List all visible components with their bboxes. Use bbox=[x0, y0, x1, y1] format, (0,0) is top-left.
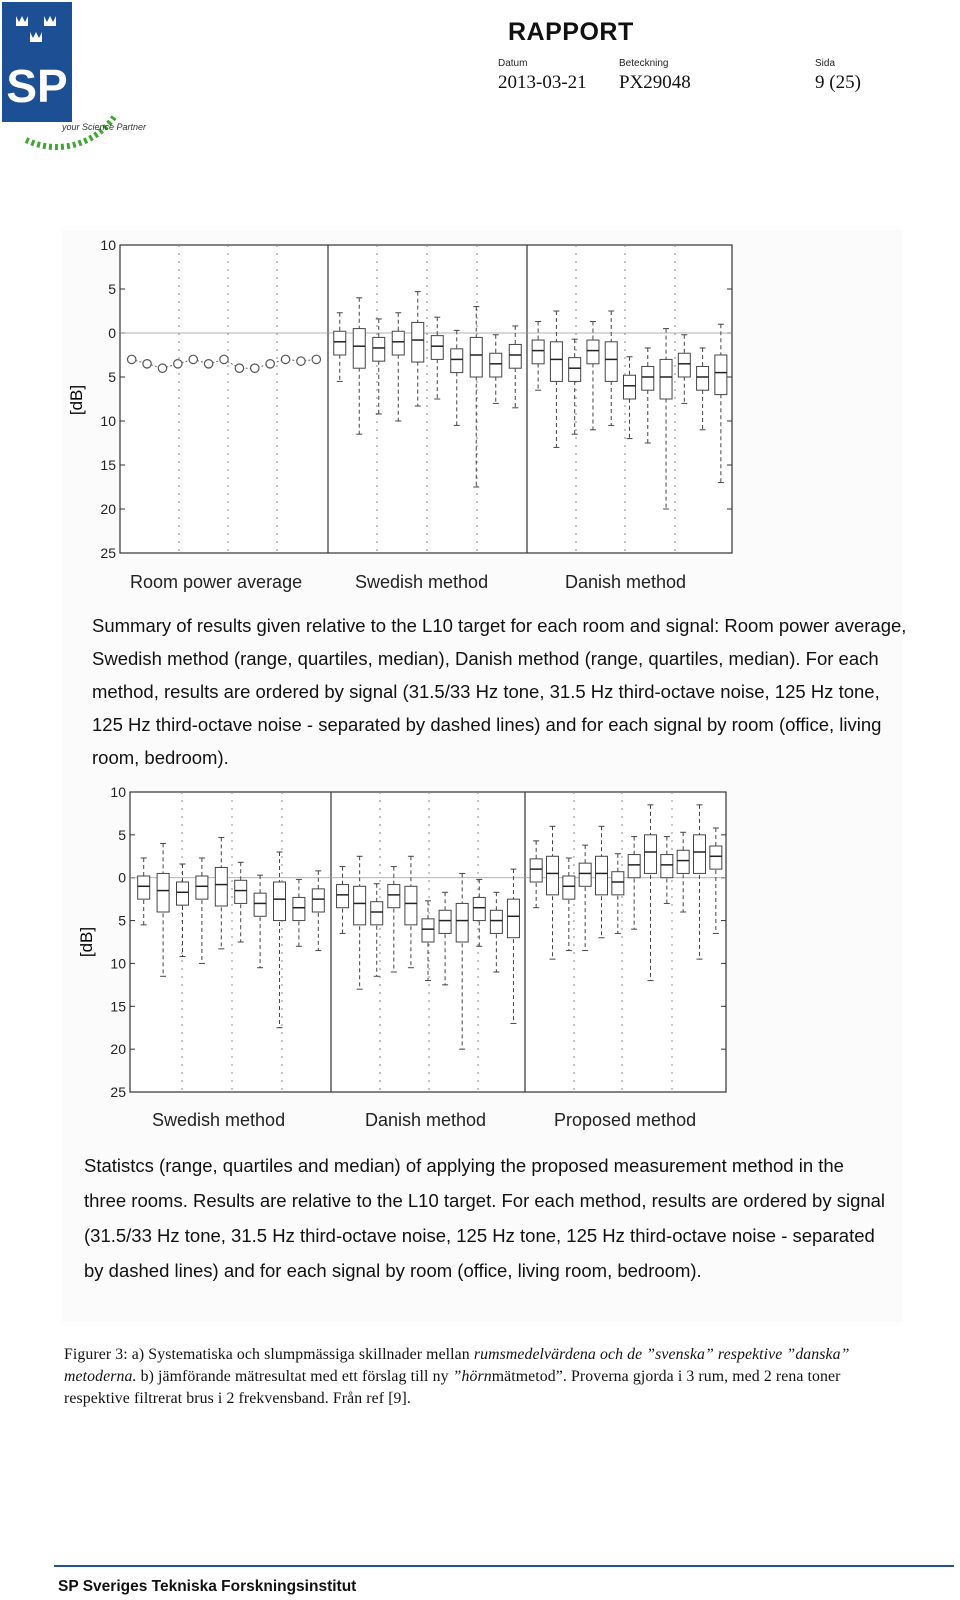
a-box bbox=[431, 336, 443, 360]
b-box bbox=[388, 885, 400, 908]
a-tick-label: 10 bbox=[100, 237, 116, 253]
a-box bbox=[353, 329, 365, 369]
b-box bbox=[579, 863, 591, 886]
a-tick-label: 10 bbox=[100, 413, 116, 429]
a-box bbox=[715, 355, 727, 395]
b-box bbox=[215, 867, 227, 906]
b-box bbox=[312, 889, 324, 912]
a-average-point bbox=[297, 357, 305, 365]
sida-label: Sida bbox=[815, 58, 836, 69]
b-box bbox=[422, 919, 434, 942]
chart-b-group-label-3: Proposed method bbox=[554, 1110, 697, 1130]
chart-a-summary bbox=[92, 615, 906, 768]
b-box bbox=[138, 876, 150, 899]
a-average-point bbox=[266, 360, 274, 368]
caption-part-4: ”hörn bbox=[452, 1368, 492, 1385]
a-tick-label: 15 bbox=[100, 457, 116, 473]
b-box bbox=[439, 910, 451, 933]
b-box bbox=[337, 885, 349, 908]
chart-b-summary-line-2: three rooms. Results are relative to the L10 target. For each method, results are ordered by signal bbox=[84, 1190, 886, 1211]
b-box bbox=[612, 872, 624, 895]
a-box bbox=[509, 344, 521, 368]
b-box bbox=[645, 835, 657, 874]
chart-b-group-label-1: Swedish method bbox=[152, 1110, 286, 1130]
chart-b-ylabel: [dB] bbox=[77, 926, 96, 958]
b-box bbox=[710, 846, 722, 869]
sida-value: 9 (25) bbox=[815, 72, 861, 93]
a-box bbox=[490, 353, 502, 377]
chart-a-group-label-3: Danish method bbox=[565, 572, 687, 592]
chart-b-summary bbox=[84, 1155, 885, 1281]
a-box bbox=[412, 322, 424, 362]
chart-a-summary-line-2: Swedish method (range, quartiles, median), Danish method (range, quartiles, median). For each bbox=[92, 648, 879, 669]
a-average-point bbox=[189, 355, 197, 363]
footer-text: SP Sveriges Tekniska Forskningsinstitut bbox=[58, 1578, 357, 1595]
b-box bbox=[177, 882, 189, 905]
chart-a-summary-line-1: Summary of results given relative to the L10 target for each room and signal: Room power average, bbox=[92, 615, 907, 636]
a-box bbox=[660, 359, 672, 399]
a-tick-label: 20 bbox=[100, 501, 116, 517]
b-box bbox=[274, 882, 286, 921]
b-box bbox=[694, 835, 706, 874]
b-box bbox=[628, 855, 640, 878]
b-tick-label: 25 bbox=[110, 1084, 126, 1100]
a-box bbox=[550, 342, 562, 382]
b-box bbox=[254, 893, 266, 916]
a-average-point bbox=[281, 355, 289, 363]
a-average-point bbox=[251, 364, 259, 372]
a-box bbox=[678, 353, 690, 377]
a-box bbox=[334, 331, 346, 355]
chart-b-summary-line-4: by dashed lines) and for each signal by room (office, living room, bedroom). bbox=[84, 1260, 702, 1281]
b-tick-label: 5 bbox=[118, 826, 126, 843]
beteckning-label: Beteckning bbox=[619, 58, 669, 69]
chart-a-summary-line-3: method, results are ordered by signal (31.5/33 Hz tone, 31.5 Hz third-octave noise, 125 Hz tone, bbox=[92, 681, 880, 702]
a-average-point bbox=[204, 360, 212, 368]
a-average-point bbox=[143, 360, 151, 368]
chart-a-group-label-1: Room power average bbox=[130, 572, 303, 592]
b-box bbox=[473, 897, 485, 920]
a-box bbox=[624, 375, 636, 399]
b-box bbox=[456, 903, 468, 942]
a-box bbox=[569, 358, 581, 382]
logo-text: SP bbox=[6, 60, 68, 112]
caption-part-2: rumsmedelvärdena och de ”svenska” respektive ”danska” metoderna. bbox=[64, 1346, 850, 1385]
caption-part-5: mätmetod”. Proverna gjorda i 3 rum, med 2 rena toner respektive filtrerat brus i 2 frekvensband. Från ref [9]. bbox=[64, 1368, 841, 1407]
a-box bbox=[605, 342, 617, 382]
a-box bbox=[373, 337, 385, 361]
b-box bbox=[490, 910, 502, 933]
b-box bbox=[293, 897, 305, 920]
chart-a-ylabel: [dB] bbox=[67, 384, 86, 416]
caption-part-1: Figurer 3: a) Systematiska och slumpmässiga skillnader mellan bbox=[64, 1346, 474, 1363]
b-box bbox=[596, 856, 608, 895]
a-box bbox=[697, 366, 709, 390]
a-average-point bbox=[312, 355, 320, 363]
a-box bbox=[642, 366, 654, 390]
b-box bbox=[547, 856, 559, 895]
a-average-point bbox=[158, 364, 166, 372]
a-tick-label: 5 bbox=[108, 369, 116, 385]
b-box bbox=[196, 876, 208, 899]
a-box bbox=[587, 340, 599, 364]
chart-a bbox=[67, 237, 732, 592]
b-box bbox=[371, 902, 383, 925]
caption-part-3: b) jämförande mätresultat med ett förslag till ny bbox=[136, 1368, 453, 1385]
chart-a-summary-line-5: room, bedroom). bbox=[92, 747, 229, 768]
logo-tagline: your Science Partner bbox=[62, 122, 147, 132]
b-box bbox=[405, 886, 417, 925]
b-box bbox=[563, 876, 575, 899]
b-tick-label: 10 bbox=[110, 784, 126, 800]
a-average-point bbox=[127, 355, 135, 363]
a-box bbox=[392, 331, 404, 355]
report-title: RAPPORT bbox=[508, 18, 634, 46]
b-tick-label: 0 bbox=[118, 869, 126, 886]
b-box bbox=[507, 899, 519, 938]
a-average-point bbox=[174, 360, 182, 368]
a-average-point bbox=[235, 364, 243, 372]
b-box bbox=[235, 880, 247, 903]
footer-divider bbox=[54, 1565, 954, 1567]
datum-label: Datum bbox=[498, 58, 528, 69]
sp-logo bbox=[2, 2, 147, 177]
b-box bbox=[677, 850, 689, 873]
b-tick-label: 10 bbox=[110, 955, 126, 972]
b-tick-label: 20 bbox=[110, 1041, 126, 1058]
chart-b-summary-line-3: (31.5/33 Hz tone, 31.5 Hz third-octave noise, 125 Hz tone, 125 Hz third-octave noise - separated bbox=[84, 1225, 875, 1246]
chart-b-summary-line-1: Statistcs (range, quartiles and median) of applying the proposed measurement method in the bbox=[84, 1155, 844, 1176]
figure-image bbox=[62, 230, 907, 1322]
chart-b-group-label-2: Danish method bbox=[365, 1110, 487, 1130]
a-tick-label: 5 bbox=[108, 281, 116, 297]
b-box bbox=[157, 873, 169, 912]
a-average-point bbox=[220, 355, 228, 363]
a-box bbox=[532, 340, 544, 364]
b-box bbox=[530, 859, 542, 882]
a-box bbox=[470, 337, 482, 377]
b-tick-label: 5 bbox=[118, 912, 126, 929]
b-box bbox=[354, 886, 366, 925]
beteckning-value: PX29048 bbox=[619, 72, 691, 93]
b-box bbox=[661, 855, 673, 878]
chart-a-summary-line-4: 125 Hz third-octave noise - separated by dashed lines) and for each signal by room (office, living bbox=[92, 714, 882, 735]
chart-b bbox=[77, 784, 726, 1130]
datum-value: 2013-03-21 bbox=[498, 72, 587, 93]
figure-caption bbox=[64, 1344, 904, 1410]
b-tick-label: 15 bbox=[110, 998, 126, 1015]
chart-a-group-label-2: Swedish method bbox=[355, 572, 489, 592]
a-tick-label: 25 bbox=[100, 545, 116, 561]
a-box bbox=[451, 349, 463, 373]
a-tick-label: 0 bbox=[108, 325, 116, 341]
